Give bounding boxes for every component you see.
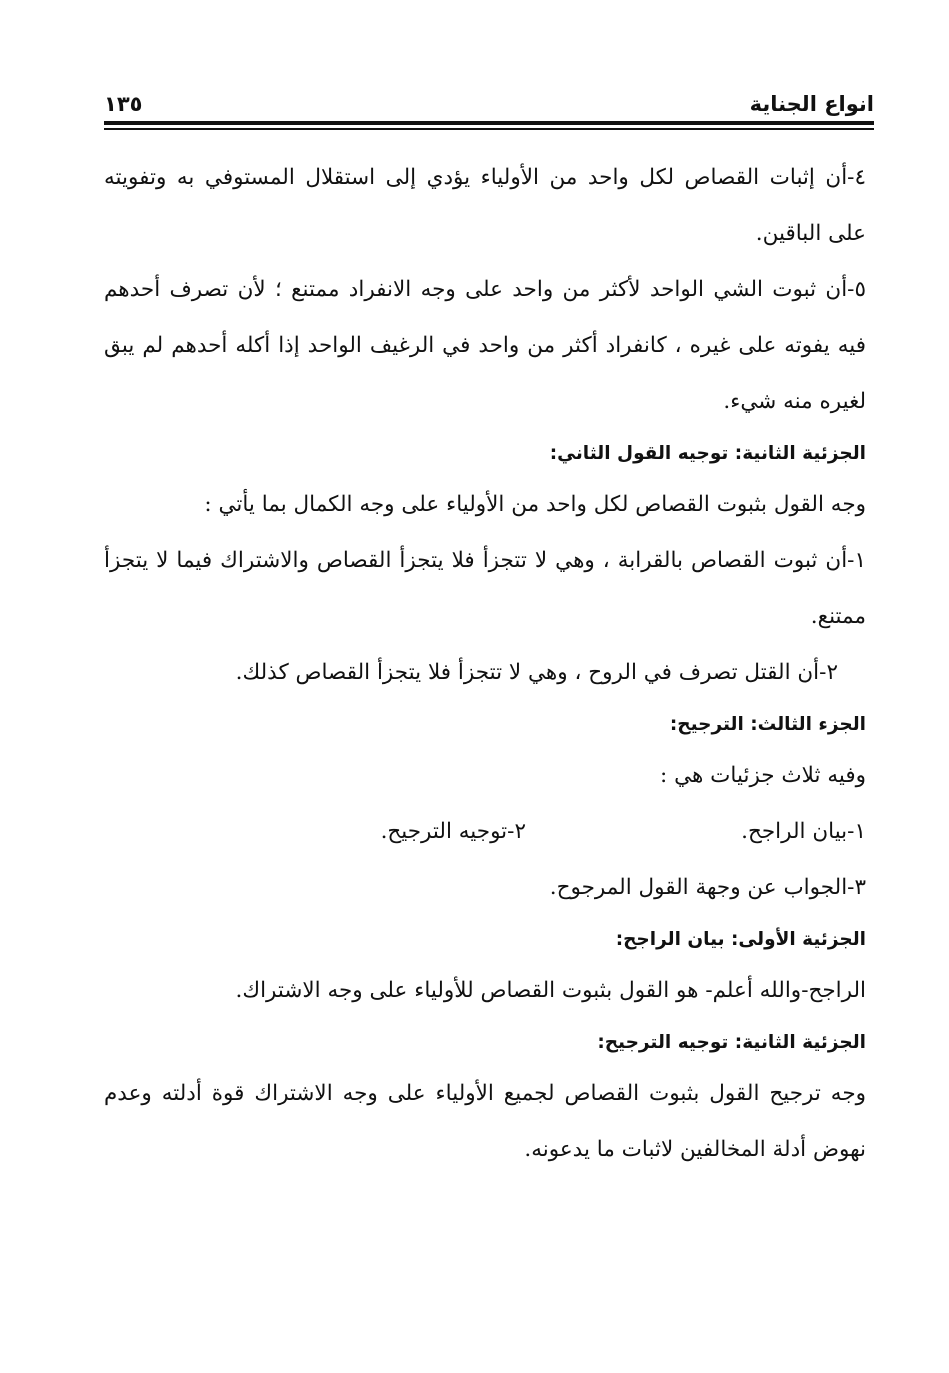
paragraph: الراجح-والله أعلم- هو القول بثبوت القصاص للأولياء على وجه الاشتراك. xyxy=(235,978,866,1003)
header-rule-thick xyxy=(104,121,874,125)
page-number: ١٣٥ xyxy=(104,92,143,116)
section-heading: الجزئية الثانية: توجيه الترجيح: xyxy=(597,1032,866,1053)
paragraph-point-4: ٤-أن إثبات القصاص لكل واحد من الأولياء يؤدي إلى استقلال المستوفي به وتفويته على الباقين. xyxy=(104,165,866,246)
section-heading: الجزء الثالث: الترجيح: xyxy=(669,714,866,735)
section-heading: الجزئية الأولى: بيان الراجح: xyxy=(615,929,866,950)
paragraph: وفيه ثلاث جزئيات هي : xyxy=(660,763,866,788)
header-rule-thin xyxy=(104,128,874,130)
paragraph: وجه ترجيح القول بثبوت القصاص لجميع الأولياء على وجه الاشتراك قوة أدلته وعدم نهوض أدلة المخالفين لاثبات ما يدعونه. xyxy=(104,1081,866,1162)
section-heading: الجزئية الثانية: توجيه القول الثاني: xyxy=(549,443,866,464)
list-row xyxy=(104,804,866,860)
paragraph-point-5: ٥-أن ثبوت الشي الواحد لأكثر من واحد على وجه الانفراد ممتنع ؛ لأن تصرف أحدهم فيه يفوته على غيره ، كانفراد أكثر من واحد في الرغيف الواحد إذا أكله أحدهم لم يبق لغيره منه شيء. xyxy=(104,277,866,414)
list-item: ١-بيان الراجح. xyxy=(741,819,866,844)
list-item: ٣-الجواب عن وجهة القول المرجوح. xyxy=(549,875,866,900)
running-header xyxy=(104,86,874,122)
list-item: ٢-توجيه الترجيح. xyxy=(380,819,526,844)
paragraph-point-2: ٢-أن القتل تصرف في الروح ، وهي لا تتجزأ فلا يتجزأ القصاص كذلك. xyxy=(235,660,838,685)
page-body xyxy=(104,150,866,1178)
paragraph-point-1: ١-أن ثبوت القصاص بالقرابة ، وهي لا تتجزأ فلا يتجزأ القصاص والاشتراك فيما لا يتجزأ ممتنع. xyxy=(104,548,866,629)
chapter-title: انواع الجناية xyxy=(749,92,874,116)
paragraph: وجه القول بثبوت القصاص لكل واحد من الأولياء على وجه الكمال بما يأتي : xyxy=(204,492,866,517)
